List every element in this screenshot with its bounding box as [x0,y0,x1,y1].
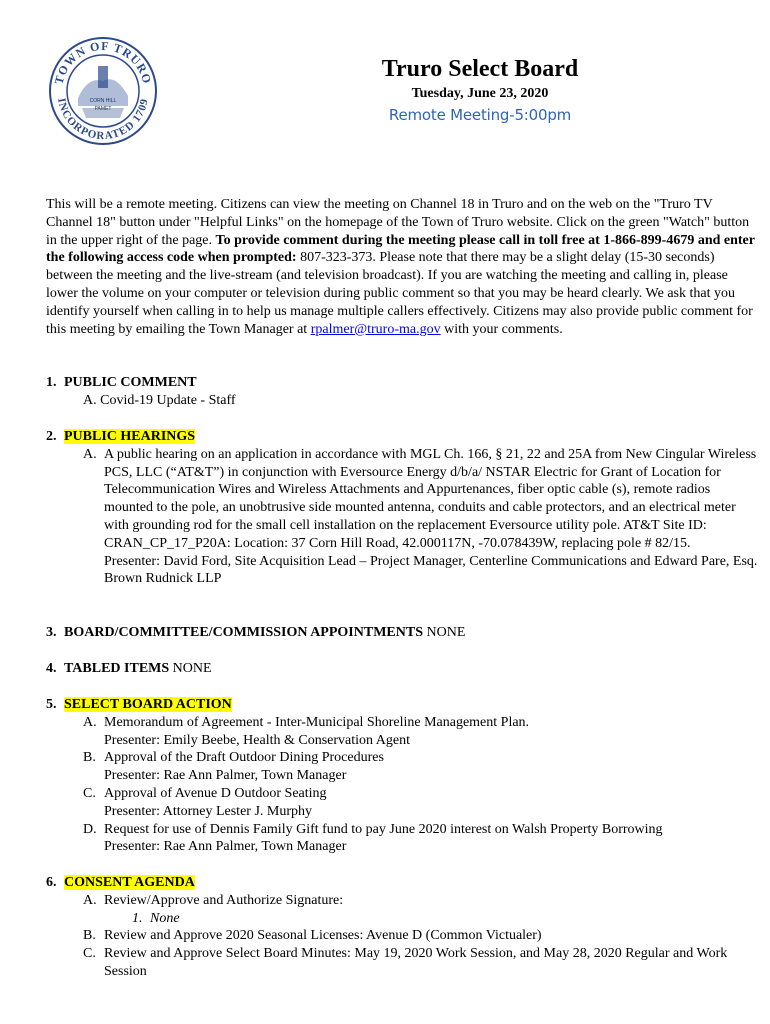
section-title: CONSENT AGENDA [64,875,195,890]
section-heading [46,624,758,642]
item-letter: B. [83,750,96,766]
item-text: Memorandum of Agreement - Inter-Municipal Shoreline Management Plan. [104,714,530,730]
section-public-comment [46,374,758,410]
item-letter: C. [83,785,96,801]
intro-call-instructions: To provide comment during the meeting please call in toll free at 1-866-899-4679 and enter the following access code when prompted: [46,232,755,266]
agenda-subitem [46,910,758,928]
section-heading [46,660,758,678]
agenda-item [46,821,758,857]
item-text: Request for use of Dennis Family Gift fund to pay June 2020 interest on Walsh Property Borrowing [104,821,663,837]
section-title: BOARD/COMMITTEE/COMMISSION APPOINTMENTS [64,625,423,640]
section-heading [46,428,758,446]
section-title: PUBLIC HEARINGS [64,429,196,444]
svg-text:TOWN OF TRURO: TOWN OF TRURO [51,38,155,86]
section-status: NONE [422,625,466,640]
item-letter: A. [83,446,97,462]
section-number: 1. [46,375,57,390]
item-text: Approval of the Draft Outdoor Dining Procedures [104,750,384,766]
email-link[interactable]: rpalmer@truro-ma.gov [310,321,441,337]
item-presenter: Presenter: David Ford, Site Acquisition Lead – Project Manager, Centerline Communications and Edward Pare, Esq. Brown Rudnick LLP [104,553,758,587]
item-text: A public hearing on an application in accordance with MGL Ch. 166, § 21, 22 and 25A from New Cingular Wireless PCS, LLC (“AT&T”) in conjunction with Eversource Energy d/b/a/ NSTAR Electric for Grant of Location for Telecommunication Wires and Wireless Attachments and Appurtenances, fiber optic cable (s), remote radios mounted to the pole, an unobtrusive side mounted antenna, conduits and cable protectors, and an electrical meter with grounding rod for the small cell installation on the replacement Eversource utility pole. AT&T Site ID: CRAN_CP_17_P20A: Location: 37 Corn Hill Road, 42.000117N, -70.078439W, replacing pole # 82/15. [104,446,757,551]
item-text: Review and Approve 2020 Seasonal Licenses: Avenue D (Common Victualer) [104,928,542,944]
item-text: Review/Approve and Authorize Signature: [104,892,344,908]
section-tabled-items [46,660,758,678]
meeting-type: Remote Meeting-5:00pm [388,106,572,124]
item-presenter: Presenter: Rae Ann Palmer, Town Manager [104,839,347,855]
section-number: 3. [46,625,57,640]
agenda-item [46,446,758,588]
agenda-item [46,927,758,945]
item-text: Review and Approve Select Board Minutes: May 19, 2020 Work Session, and May 28, 2020 Regular and Work Session [104,946,728,979]
board-title: Truro Select Board [381,56,579,82]
town-seal-logo [48,36,158,146]
item-text: Approval of Avenue D Outdoor Seating [104,785,327,801]
meeting-date: Tuesday, June 23, 2020 [411,86,549,101]
item-letter: A. [83,714,97,730]
svg-text:PAMET: PAMET [94,106,112,112]
section-heading [46,874,758,892]
section-title: PUBLIC COMMENT [64,375,197,390]
svg-text:CORN HILL: CORN HILL [89,98,117,104]
section-title: SELECT BOARD ACTION [64,697,232,712]
item-text: None [150,910,180,926]
intro-text-1: This will be a remote meeting. Citizens can view the meeting on Channel 18 in Truro and on the web on the "Truro TV Channel 18" button under "Helpful Links" on the homepage of the Town of Truro website. Click on the green "Watch" button in the upper right of the page. [46,197,750,248]
item-number: 1. [132,910,143,926]
agenda-item [46,945,758,981]
agenda-item: A. Covid-19 Update - Staff [83,392,236,408]
section-number: 2. [46,429,57,444]
section-appointments [46,624,758,642]
section-number: 5. [46,697,57,712]
section-heading [46,696,758,714]
item-presenter: Presenter: Emily Beebe, Health & Conservation Agent [104,732,410,748]
section-title: TABLED ITEMS [64,661,170,676]
section-heading [46,374,758,392]
intro-paragraph [46,196,756,338]
agenda-item [46,714,758,750]
intro-text-3: with your comments. [440,321,563,337]
agenda-item [46,785,758,821]
section-select-board-action [46,696,758,856]
item-letter: D. [83,821,97,837]
agenda-item [46,892,758,910]
section-consent-agenda [46,874,758,981]
item-letter: B. [83,928,96,944]
item-presenter: Presenter: Rae Ann Palmer, Town Manager [104,768,347,784]
item-letter: A. [83,892,97,908]
section-number: 6. [46,875,57,890]
svg-text:INCORPORATED 1709: INCORPORATED 1709 [55,97,151,143]
section-number: 4. [46,661,57,676]
section-status: NONE [169,661,212,676]
item-presenter: Presenter: Attorney Lester J. Murphy [104,803,313,819]
section-public-hearings [46,428,758,588]
item-letter: C. [83,946,96,962]
agenda-item [46,749,758,785]
intro-text-2: 807-323-373. Please note that there may be a slight delay (15-30 seconds) between the meeting and the live-stream (and television broadcast). If you are watching the meeting and calling in, please lower the volume on your computer or television during public comment so that you may be heard clearly. We ask that you identify yourself when calling in to help us manage multiple callers effectively. Citizens may also provide public comment for this meeting by emailing the Town Manager at [46,250,753,337]
